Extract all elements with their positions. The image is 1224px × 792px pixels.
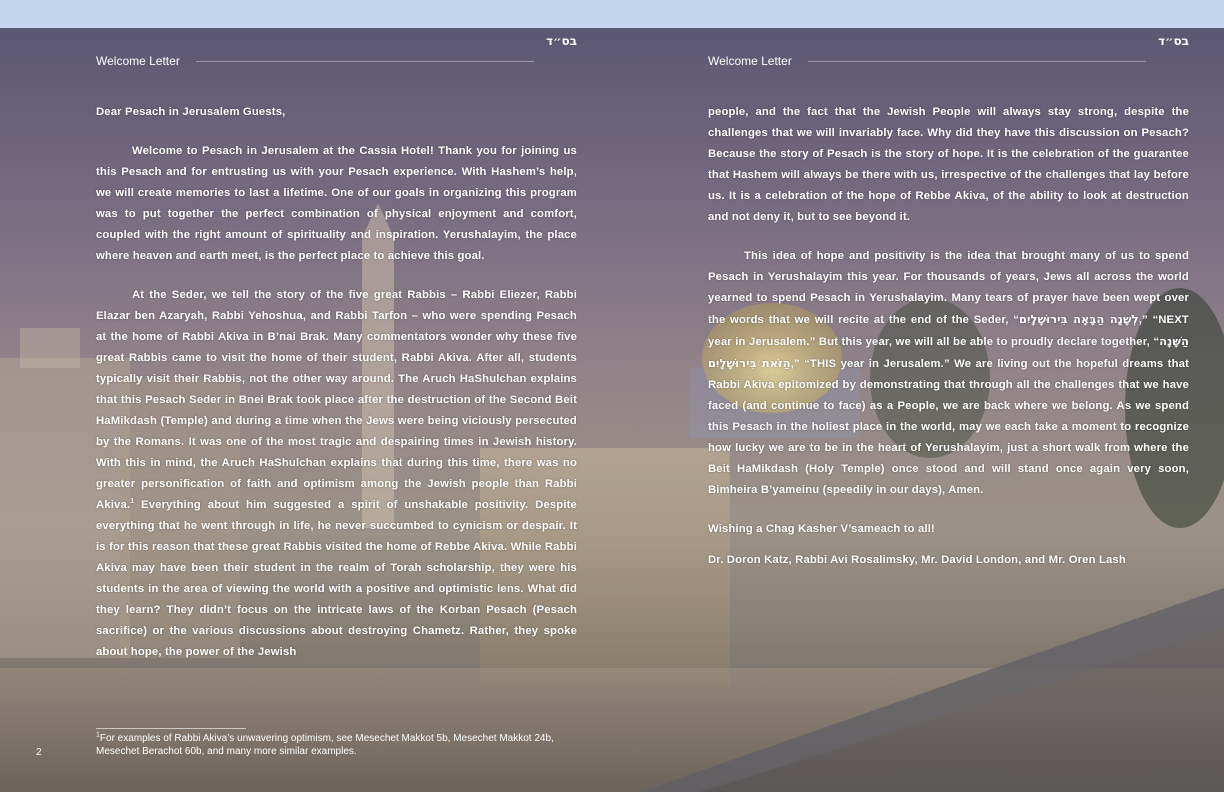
footnote-rule <box>96 728 246 729</box>
section-header: Welcome Letter <box>96 54 180 68</box>
page-number: 2 <box>36 747 42 758</box>
next-word: NEXT <box>1158 314 1189 326</box>
header-rule <box>808 61 1146 62</box>
footnote-ref: 1 <box>130 498 135 506</box>
section-header: Welcome Letter <box>708 54 792 68</box>
right-body-text <box>708 102 1189 581</box>
paragraph-yerushalayim <box>708 246 1189 501</box>
left-body-text <box>96 102 577 681</box>
header-rule <box>196 61 534 62</box>
bsd-mark: בס״ד <box>1157 34 1189 48</box>
paragraph-part4: ,” “ <box>790 358 810 370</box>
this-word: THIS <box>809 358 837 370</box>
left-page <box>0 28 612 792</box>
footnote-text: For examples of Rabbi Akiva’s unwavering optimism, see Mesechet Makkot 5b, Mesechet Makkot 24b, Mesechet Berachot 60b, and many more similar examples. <box>96 733 554 757</box>
top-bar <box>0 0 1224 28</box>
paragraph-part1: This idea of hope and positivity is the idea that brought many of us to spend Pesach in Yerushalayim this year. For thousands of years, Jews all across the world yearned to spend Pesach in Yerushalayim. Many tears of prayer have been wept over the words that we will recite at the end of the Seder, “ <box>708 250 1189 326</box>
bsd-mark: בס״ד <box>545 34 577 48</box>
paragraph-welcome: Welcome to Pesach in Jerusalem at the Cassia Hotel! Thank you for joining us this Pesach and for entrusting us with your Pesach experience. With Hashem’s help, we will create memories to last a lifetime. One of our goals in organizing this program was to put together the perfect combination of physical enjoyment and comfort, coupled with the right amount of spirituality and inspiration. Yerushalayim, the place where heaven and earth meet, is the perfect place to achieve this goal. <box>96 145 577 262</box>
closing-wish: Wishing a Chag Kasher V’sameach to all! <box>708 523 935 535</box>
paragraph-seder <box>96 285 577 663</box>
brochure-spread <box>0 28 1224 792</box>
footnote-marker: 1 <box>96 731 100 739</box>
greeting: Dear Pesach in Jerusalem Guests, <box>96 106 286 118</box>
signatures: Dr. Doron Katz, Rabbi Avi Rosalimsky, Mr. David London, and Mr. Oren Lash <box>708 554 1126 566</box>
footnote <box>96 732 586 758</box>
paragraph-part3: year in Jerusalem.” But this year, we will all be able to proudly declare together, “ <box>708 336 1160 348</box>
right-page <box>612 28 1224 792</box>
paragraph-part2: ,” “ <box>1138 314 1159 326</box>
paragraph-seder-part2: Everything about him suggested a spirit of unshakable positivity. Despite everything that he went through in life, he never succumbed to cynicism or despair. It is for this reason that these great Rabbis visited the home of Rebbe Akiva. While Rabbi Akiva may have been their student in the realm of Torah scholarship, they were his students in the area of viewing the world with a positive and optimistic lens. What did they learn? They didn’t focus on the intricate laws of the Korban Pesach (Pesach sacrifice) or the various discussions about destroying Chametz. Rather, they spoke about hope, the power of the Jewish <box>96 499 577 658</box>
hebrew-this-year: הַשָּׁנָה הַזֹּאת בִּירוּשָׁלָיִם <box>708 335 1189 370</box>
paragraph-hope: people, and the fact that the Jewish People will always stay strong, despite the challenges that we will invariably face. Why did they have this discussion on Pesach? Because the story of Pesach is the story of hope. It is the celebration of the guarantee that Hashem will always be there with us, irrespective of the challenges that lay before us. It is a celebration of the hope of Rebbe Akiva, of the ability to look at destruction and not deny it, but to see beyond it. <box>708 106 1189 223</box>
paragraph-seder-part1: At the Seder, we tell the story of the five great Rabbis – Rabbi Eliezer, Rabbi Elazar ben Azaryah, Rabbi Yehoshua, and Rabbi Tarfon – who were spending Pesach at the home of Rabbi Akiva in B’nai Brak. Many commentators wonder why these five great Rabbis came to visit the home of their student, Rabbi Akiva. After all, students typically visit their Rabbis, not the other way around. The Aruch HaShulchan explains that this Pesach Seder in Bnei Brak took place after the destruction of the Second Beit HaMikdash (Temple) and during a time when the Jews were being viciously persecuted by the Romans. It was one of the most tragic and despairing times in Jewish history. With this in mind, the Aruch HaShulchan explains that during this time, there was no greater personification of faith and optimism among the Jewish people than Rabbi Akiva. <box>96 289 577 511</box>
hebrew-next-year: לְשָׁנָה הַבָּאָה בִּירוּשָׁלָיִם <box>1019 313 1139 326</box>
paragraph-part5: year in Jerusalem.” We are living out the hopeful dreams that Rabbi Akiva epitomized by demonstrating that through all the challenges that we have faced (and continue to face) as a People, we are back where we belong. As we spend this Pesach in the holiest place in the world, may we each take a moment to recognize how lucky we are to be in the heart of Yerushalayim, just a short walk from where the Beit HaMikdash (Holy Temple) once stood and will stand once again very soon, Bimheira B’yameinu (speedily in our days), Amen. <box>708 358 1189 496</box>
